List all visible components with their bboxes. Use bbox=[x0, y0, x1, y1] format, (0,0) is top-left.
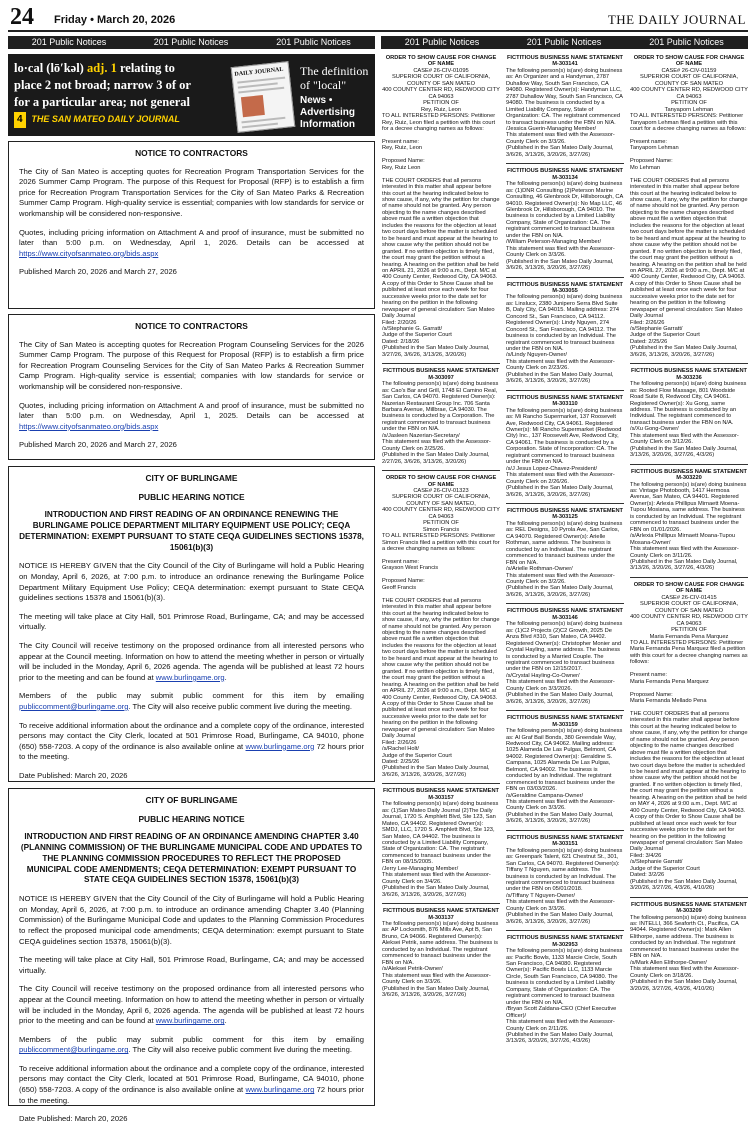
classified-notice bbox=[382, 363, 500, 465]
date-published: Date Published: March 20, 2026 bbox=[19, 1114, 128, 1124]
classified-notice bbox=[506, 163, 624, 271]
notice-title: FICTITIOUS BUSINESS NAME STATEMENT M-303157 bbox=[382, 788, 500, 801]
notice-body: TO ALL INTERESTED PERSONS: Petitioner Simon Francis filed a petition with this court for a decree changing names as follows: Present name: Grayson West Francis Proposed Name: Geoff Francis THE COURT ORDERS that all persons interested in this matter shall appear before this court at the hearing indicated below to show cause, if any, why the petition for change of name should not be granted. Any person objecting to the name changes described above must file a written objection that includes the reasons for the objection at least two court days before the matter is scheduled to be heard and must appear at the hearing to show cause why the petition should not be granted. If no written objection is timely filed, the court may grant the petition without a hearing. A hearing on the petition shall be held on APRIL 27, 2026 at 9:00 a.m., Dept. M/C at 400 County Center, Redwood City, CA 94063. A copy of this Order to Show Cause shall be published at least once each week for four successive weeks prior to the date set for hearing on the petition in the following newspaper of general circulation: San Mateo Daily Journal Filed: 2/26/26 /s/Rachel Holt/ Judge of the Superior Court Dated: 2/25/26 (Published in the San Mateo Daily Journal, 3/6/26, 3/13/26, 3/20/26, 3/27/26) bbox=[382, 533, 500, 778]
promo-tagline: The definition of "local" bbox=[300, 64, 369, 92]
email-link[interactable]: publiccomment@burlingame.org bbox=[19, 1045, 129, 1055]
promo-line1-rest: relating to bbox=[119, 61, 175, 75]
notice-body: The following person(s) is(are) doing business as: (1)San Mateo Daily Journal (2)The Daily Journal, 1720 S. Amphlett Blvd, Ste 123, San Mateo, CA 94402. Registered Owner(s): SMDJ, LLC, 1720 S. Amphlett Blvd, Ste 123, San Mateo, CA 94402. The business is conducted by a Limited Liability Company, State of Organization: CA. The registrant commenced to transact business under the FBN on 08/15/2005. /Jerry Lee-Managing Member/ This statement was filed with the Assessor-County Clerk on 3/4/26. (Published in the San Mateo Daily Journal, 3/6/26, 3/13/26, 3/20/26, 3/27/26) bbox=[382, 801, 499, 898]
classified-notice bbox=[382, 55, 500, 358]
classified-notice bbox=[506, 710, 624, 825]
ordinance-heading: INTRODUCTION AND FIRST READING OF AN ORDINANCE AMENDING CHAPTER 3.40 (PLANNING COMMISSION) OF THE BURLINGAME MUNICIPAL CODE AND UPDATES TO THE PLANNING COMMISSION PROCEDURES TO REFLECT THE PROPOSED MUNICIPAL CODE AMENDMENTS; CEQA DETERMINATION: EXEMPT PURSUANT TO STATE CEQA GUIDELINES SECTION 15378, 15061(b)(3) bbox=[20, 832, 363, 885]
newspaper-image-title: DAILY JOURNAL bbox=[234, 66, 284, 78]
newspaper-image bbox=[231, 61, 296, 133]
notice-body: The following person(s) is(are) doing business as: (1)DNR Consulting (2)Peterson Marine Consulting, 46 Glenbrook Dr, Hillsborough, CA 94010. Registered Owner(s): No Map LLC, 46 Glenbrook Dr, Hillsborough, CA 94010. The business is conducted by a Limited Liability Company, State of Organization: CA. The registrant commenced to transact business under the FBN on N/A. /William Peterson-Managing Member/ This statement was filed with the Assessor-County Clerk on 3/3/26. (Published in the San Mateo Daily Journal, 3/6/26, 3/13/26, 3/20/26, 3/27/26) bbox=[506, 181, 623, 272]
notice-divider bbox=[506, 603, 624, 604]
notice-divider bbox=[382, 363, 500, 364]
classified-notice bbox=[382, 903, 500, 998]
notice-divider bbox=[382, 470, 500, 471]
notice-case-header: CASE# 26-CIV-01159 SUPERIOR COURT OF CALIFORNIA, COUNTY OF SAN MATEO 400 COUNTY CENTER RD, REDWOOD CITY CA 94063 PETITION OF Tanyaporn Lehman bbox=[630, 67, 748, 113]
notice-body: The following person(s) is(are) doing business as: Pacific Bowls, 1133 Marcie Circle, South San Francisco, CA 94080. Registered Owner(s): Pacific Bowls LLC, 1133 Marcie Circle, South San Francisco, CA 94080. The business is conducted by a Limited Liability Company, State of Organization: CA. The registrant commenced to transact business under the FBN on N/A. /Bryan Scott Zaldana-CEO (Chief Executive Officer)/ This statement was filed with the Assessor-County Clerk on 2/11/26. (Published in the San Mateo Daily Journal, 3/13/26, 3/20/26, 3/27/26, 4/3/26) bbox=[506, 948, 623, 1045]
notice-body: The following person(s) is(are) doing business as: An Organizer and a Handyman, 2787 Duhallow Way, South San Francisco, CA 94080. Registered Owner(s): Handyman LLC, 2787 Duhallow Way, South San Francisco, CA 94080. The business is conducted by a Limited Liability Company, State of Organization: CA. The registrant commenced to transact business under the FBN on N/A. /Jessica Guerin-Managing Member/ This statement was filed with the Assessor-County Clerk on 3/3/26. (Published in the San Mateo Daily Journal, 3/6/26, 3/13/26, 3/20/26, 3/27/26) bbox=[506, 67, 623, 158]
notice-body: The following person(s) is(are) doing business as: Cao's Bar and Grill, 1748 El Camino Real, San Carlos, CA 94070. Registered Owner(s): Nazerian Restaurant Group Inc. 706 Santa Barbara Avenue, Millbrae, CA 94030. The business is conducted by a Corporation. The registrant commenced to transact business under the FBN on N/A. /s/Jasleen Nazerian-Secretary/ This statement was filed with the Assessor-County Clerk on 2/25/26. (Published in the San Mateo Daily Journal, 2/27/26, 3/6/26, 3/13/26, 3/20/26) bbox=[382, 381, 499, 465]
notice-to-contractors-2 bbox=[8, 314, 375, 460]
notice-divider bbox=[382, 903, 500, 904]
notice-body: The following person(s) is(are) doing business as: REL Designs, 10 Pyrola Ave, San Carlos, CA 94070. Registered Owner(s): Arielle Rothman, same address. The business is conducted by an Individual. The registrant commenced to transact business under the FBN on N/A. /s/Arielle Rothman-Owner/ This statement was filed with the Assessor-County Clerk on 3/2/26. (Published in the San Mateo Daily Journal, 3/6/26, 3/13/26, 3/20/26, 3/27/26) bbox=[506, 520, 623, 598]
notice-title: FICTITIOUS BUSINESS NAME STATEMENT M-303159 bbox=[506, 715, 624, 728]
promo-definition bbox=[14, 60, 232, 128]
classified-notice bbox=[506, 930, 624, 1045]
burlingame-hearing-notice-2: CITY OF BURLINGAME PUBLIC HEARING NOTICE INTRODUCTION AND FIRST READING OF AN ORDINANCE AMENDING CHAPTER 3.40 (PLANNING COMMISSION) OF THE BURLINGAME MUNICIPAL CODE AND UPDATES TO THE PLANNING COMMISSION PROCEDURES TO REFLECT THE PROPOSED MUNICIPAL CODE AMENDMENTS; CEQA DETERMINATION: EXEMPT PURSUANT TO STATE CEQA GUIDELINES SECTION 15378, 15061(b)(3) NOTICE IS HEREBY GIVEN that the City Council of the City of Burlingame will hold a Public Hearing on Monday, April 6, 2026, at 7:00 p.m. to introduce an ordinance amending Chapter 3.40 (Planning Commission) of the Burlingame Municipal Code and updates to the Planning Commission Procedures to reflect the proposed municipal code amendments; CEQA determination: exempt pursuant to State CEQA guidelines section 15378, 15061(b)(3). The meeting will take place at City Hall, 501 Primrose Road, Burlingame, CA; and may be accessed virtually. The City Council will receive testimony on the proposed ordinance from all interested persons who appear at the Council meeting. Information on how to attend the meeting whether in person or virtually will be included in the Monday, April 6, 2026 agenda. The agenda will be published at least 72 hours prior to the meeting and can be found at www.burlingame.org. Members of the public may submit public comment for this item by emailing publiccomment@burlingame.org. The City will also receive public comment live during the meeting. To receive additional information about the ordinance and a complete copy of the ordinance, interested persons may contact the City Clerk, located at 501 Primrose Road, Burlingame, CA 94010, phone (650) 558-7203. A copy of the ordinance is also available online at www.burlingame.org 72 hours prior to the meeting. Date Published: March 20, 2026 bbox=[8, 788, 375, 1106]
notice-paragraph: Quotes, including pricing information on Attachment A and proof of insurance, must be submitted no later than 5:00 p.m. on Wednesday, April 1, 2025. Details can be accessed at bbox=[19, 400, 364, 421]
promo-pub: THE SAN MATEO DAILY JOURNAL bbox=[31, 114, 180, 124]
section-tab: 201 Public Notices bbox=[404, 37, 480, 47]
notice-divider bbox=[506, 830, 624, 831]
notice-title: ORDER TO SHOW CAUSE FOR CHANGE OF NAME bbox=[633, 55, 745, 68]
notice-title: CITY OF BURLINGAME bbox=[145, 473, 238, 483]
burlingame-hearing-notice-1: CITY OF BURLINGAME PUBLIC HEARING NOTICE INTRODUCTION AND FIRST READING OF AN ORDINANCE RENEWING THE BURLINGAME POLICE DEPARTMENT MILITARY EQUIPMENT USE POLICY; CEQA DETERMINATION: EXEMPT PURSUANT TO STATE CEQA GUIDELINES SECTIONS 15378, 15061(b)(3) NOTICE IS HEREBY GIVEN that the City Council of the City of Burlingame will hold a Public Hearing on Monday, April 6, 2026, at 7:00 p.m. to introduce an ordinance renewing the Burlingame Police Department Military Equipment Use Policy; CEQA determination: exempt pursuant to State CEQA guidelines sections 15378 and 15061(b)(3). The meeting will take place at City Hall, 501 Primrose Road, Burlingame, CA; and may be accessed virtually. The City Council will receive testimony on the proposed ordinance from all interested persons who appear at the Council meeting. Information on how to attend the meeting whether in person or virtually will be included in the Monday, April 6, 2026 agenda. The agenda will be published at least 72 hours prior to the meeting and can be found at www.burlingame.org. Members of the public may submit public comment for this item by emailing publiccomment@burlingame.org. The City will also receive public comment live during the meeting. To receive additional information about the ordinance and a complete copy of the ordinance, interested persons may contact the City Clerk, located at 501 Primrose Road, Burlingame, CA 94010, phone (650) 558-7203. A copy of the ordinance is also available online at www.burlingame.org 72 hours prior to the meeting. Date Published: March 20, 2026 bbox=[8, 466, 375, 782]
website-link[interactable]: www.burlingame.org bbox=[245, 741, 315, 751]
classified-notice bbox=[630, 464, 748, 572]
notice-title: FICTITIOUS BUSINESS NAME STATEMENT M-303209 bbox=[630, 901, 748, 915]
promo-ad bbox=[8, 54, 375, 136]
classified-notice bbox=[506, 55, 624, 158]
notice-body: The following person(s) is(are) doing business as: Vintage Photobooth, 1417 Hermosa Avenue, San Mateo, CA 94401. Registered Owner(s): Arlexia Phillipus Mirnaett Moena-Tupou Mosiana, same address. The business is conducted by an Individual. The registrant commenced to transact business under the FBN on 01/01/2026. /s/Arlexia Phillipus Mirnaett Moana-Tupou Mosana-Owner/ This statement was filed with the Assessor-County Clerk on 3/11/26. (Published in the San Mateo Daily Journal, 3/13/26, 3/20/26, 3/27/26, 4/3/26) bbox=[630, 481, 747, 572]
notice-paragraph: 72 hours prior to the meeting. bbox=[19, 1085, 364, 1105]
notice-body: TO ALL INTERESTED PERSONS: Petitioner Maria Fernanda Pena Marquez filed a petition with this court for a decree changing names as follows: Present name: Maria Fernanda Pena Marquez Proposed Name: Maria Fernanda Mellado Pena THE COURT ORDERS that all persons interested in this matter shall appear before this court at the hearing indicated below to show cause, if any, why the petition for change of name should not be granted. Any person objecting to the name changes described above must file a written objection that includes the reasons for the objection at least two court days before the matter is scheduled to be heard and must appear at the hearing to show cause why the petition should not be granted. If no written objection is timely filed, the court may grant the petition without a hearing. A hearing on the petition shall be held on MAY 4, 2026 at 9:00 a.m., Dept. M/C at 400 County Center, Redwood City, CA 94063. A copy of this Order to Show Cause shall be published at least once each week for four successive weeks prior to the date set for hearing on the petition in the following newspaper of general circulation: San Mateo Daily Journal Filed: 3/4/26 /s/Stephanie Garratt/ Judge of the Superior Court Dated: 3/2/26 (Published in the San Mateo Daily Journal, 3/20/26, 3/27/26, 4/3/26, 4/10/26) bbox=[630, 639, 748, 892]
classified-notice bbox=[630, 577, 748, 892]
notice-title: ORDER TO SHOW CAUSE FOR CHANGE OF NAME bbox=[385, 55, 497, 68]
classified-notice bbox=[506, 503, 624, 598]
notice-divider bbox=[630, 363, 748, 364]
notice-title: FICTITIOUS BUSINESS NAME STATEMENT M-303146 bbox=[506, 608, 624, 621]
notice-paragraph: Members of the public may submit public comment for this item by emailing bbox=[19, 691, 364, 701]
classified-notice bbox=[382, 783, 500, 898]
page-number: 24 bbox=[10, 4, 34, 30]
website-link[interactable]: www.burlingame.org bbox=[155, 672, 225, 682]
notice-divider bbox=[630, 577, 748, 578]
promo-word: lo·cal (lō′kəl) bbox=[14, 61, 84, 75]
notice-body: The following person(s) is(are) doing business as: (1)C2 Projects (2)C2 Growth, 2025 De Anza Blvd #310, San Mateo, CA 94402. Registered Owner(s): Christopher Monier and Crystal Hayling, same address. The business is conducted by a Married Couple. The registrant commenced to transact business under the FBN on 12/15/2017. /s/Crystal Hayling-Co-Owner/ This statement was filed with the Assessor-County Clerk on 3/3/2026. (Published in the San Mateo Daily Journal, 3/6/26, 3/13/26, 3/20/26, 3/27/26) bbox=[506, 621, 623, 705]
notice-paragraph: Members of the public may submit public comment for this item by emailing bbox=[19, 1034, 364, 1044]
notice-paragraph: . The City will also receive public comment live during the meeting. bbox=[128, 1045, 352, 1055]
promo-line2: place 2 not broad; narrow 3 of or bbox=[14, 78, 191, 92]
notice-title: ORDER TO SHOW CAUSE FOR CHANGE OF NAME bbox=[633, 581, 745, 595]
notice-subtitle: PUBLIC HEARING NOTICE bbox=[138, 813, 245, 824]
notice-subtitle: PUBLIC HEARING NOTICE bbox=[138, 491, 245, 502]
classified-notice bbox=[506, 603, 624, 705]
page-date: Friday • March 20, 2026 bbox=[54, 14, 176, 26]
classified-notice bbox=[506, 390, 624, 498]
classified-notice bbox=[506, 277, 624, 385]
notice-title: FICTITIOUS BUSINESS NAME STATEMENT M-303151 bbox=[506, 834, 624, 848]
notice-title: FICTITIOUS BUSINESS NAME STATEMENT M-303110 bbox=[506, 394, 624, 408]
notice-divider bbox=[506, 503, 624, 504]
notice-divider bbox=[382, 783, 500, 784]
notice-paragraph: To receive additional information about the ordinance and a complete copy of the ordinance, interested persons may contact the City Clerk, located at 501 Primrose Road, Burlingame, CA 94010, phone (650) 558-7203. A copy of the ordinance is also available online at bbox=[19, 720, 364, 751]
notice-paragraph: The City Council will receive testimony on the proposed ordinance from all interested persons who appear at the Council meeting. Information on how to attend the meeting whether in person or virtually will be included in the Monday, April 6, 2026 agenda. The agenda will be published at least 72 hours prior to the meeting and can be found at bbox=[19, 984, 364, 1026]
notice-paragraph: NOTICE IS HEREBY GIVEN that the City Council of the City of Burlingame will hold a Public Hearing on Monday, April 6, 2026, at 7:00 p.m. to introduce an ordinance amending Chapter 3.40 (Planning Commission) of the Burlingame Municipal Code and updates to the Planning Commission Procedures to reflect the proposed municipal code amendments; CEQA determination: exempt pursuant to State CEQA guidelines section 15378, 15061(b)(3). bbox=[19, 894, 364, 946]
section-tab: 201 Public Notices bbox=[31, 37, 107, 47]
notice-title: FICTITIOUS BUSINESS NAME STATEMENT M-303236 bbox=[630, 368, 748, 381]
notice-title: FICTITIOUS BUSINESS NAME STATEMENT M-303141 bbox=[506, 55, 624, 68]
section-tabbar-right bbox=[381, 36, 748, 49]
notice-title: NOTICE TO CONTRACTORS bbox=[135, 321, 248, 331]
notice-case-header: CASE# 26-CIV-01323 SUPERIOR COURT OF CALIFORNIA, COUNTY OF SAN MATEO, 400 COUNTY CENTER RD, REDWOOD CITY CA 94063 PETITION OF Simon Francis bbox=[382, 488, 500, 533]
classified-notice bbox=[630, 897, 748, 992]
notice-body: The following person(s) is(are) doing business as: Linslucx, 2380 Junipero Serra Blvd Suite B, Daly City, CA 94015. Mailing address: 274 Concord St., San Francisco, CA 94112. Registered Owner(s): Lindy Nguyen, 274 Concord St., San Francisco, CA 94112. The business is conducted by an Individual. The registrant commenced to transact business under the FBN on N/A. /s/Lindy Nguyen-Owner/ This statement was filed with the Assessor-County Clerk on 2/23/26. (Published in the San Mateo Daily Journal, 3/6/26, 3/13/26, 3/20/26, 3/27/26) bbox=[506, 294, 623, 385]
notice-title: FICTITIOUS BUSINESS NAME STATEMENT M-303220 bbox=[630, 468, 748, 482]
notice-body: The following person(s) is(are) doing business as: Greenpark Talent, 621 Chestnut St., 301, San Carlos, CA 94070. Registered Owner(s): Tiffany T Nguyen, same address. The business is conducted by an Individual. The registrant commenced to transact business under the FBN on 05/01/2018. /s/Tiffany T Nguyen-Owner/ This statement was filed with the Assessor-County Clerk on 3/3/26. (Published in the San Mateo Daily Journal, 3/6/26, 3/13/26, 3/20/26, 3/27/26) bbox=[506, 847, 623, 925]
promo-services: News • Advertising Information bbox=[300, 95, 356, 130]
published-dates: Published March 20, 2026 and March 27, 2026 bbox=[19, 440, 177, 450]
notice-paragraph: The meeting will take place at City Hall, 501 Primrose Road, Burlingame, CA; and may be accessed virtually. bbox=[19, 611, 364, 632]
promo-line3: for a particular area; not general bbox=[14, 95, 191, 109]
notice-paragraph: The City of San Mateo is accepting quotes for Recreation Program Counseling Services for the 2026 Summer Camp Program. The purpose of this Request for Proposal (RFP) is to establish a firm price for Recreation Program Counseling Services for the City of San Mateo Parks & Recreation Summer Camp Program. High-quality service is essential; companies with low standards for service or workmanship will be considered non-responsive. bbox=[19, 339, 364, 391]
notice-body: The following person(s) is(are) doing business as: Al Graf Bail Bonds, 380 Greendale Way, Redwood City, CA 94062. Mailing address: 1025 Alameda De Las Pulgas, Belmont, CA 94002. Registered Owner(s): Geraldine S. Campana, 1025 Alameda De Las Pulgas, Belmont, CA 94002. The business is conducted by an Individual. The registrant commenced to transact business under the FBN on 03/03/2026. /s/Geraldine Campana-Owner/ This statement was filed with the Assessor-County Clerk on 3/3/26. (Published in the San Mateo Daily Journal, 3/6/26, 3/13/26, 3/20/26, 3/27/26) bbox=[506, 728, 623, 825]
notice-title: ORDER TO SHOW CAUSE FOR CHANGE OF NAME bbox=[385, 475, 497, 488]
notice-body: The following person(s) is(are) doing business as: Rooted Flow Massage, 801 Woodside Road Suite 8, Redwood City, CA 94061. Registered Owner(s): Xu Gong, same address. The business is conducted by an Individual. The registrant commenced to transact business under the FBN on N/A. /s/Xu Gong-Owner/ This statement was filed with the Assessor-County Clerk on 3/12/26. (Published in the San Mateo Daily Journal, 3/13/26, 3/20/26, 3/27/26, 4/3/26) bbox=[630, 381, 747, 459]
section-tab: 201 Public Notices bbox=[153, 37, 229, 47]
section-tabbar-left bbox=[8, 36, 375, 49]
notice-title: FICTITIOUS BUSINESS NAME STATEMENT M-303097 bbox=[382, 368, 500, 381]
masthead bbox=[8, 4, 748, 32]
email-link[interactable]: publiccomment@burlingame.org bbox=[19, 701, 129, 711]
classified-notice bbox=[382, 470, 500, 778]
notices-column-1 bbox=[382, 55, 500, 1105]
promo-num: 4 bbox=[14, 112, 26, 128]
notice-case-header: CASE# 26-CIV-01095 SUPERIOR COURT OF CALIFORNIA, COUNTY OF SAN MATEO 400 COUNTY CENTER RD, REDWOOD CITY CA 94063 PETITION OF Rey, Ruiz, Leon bbox=[382, 67, 500, 113]
notice-title: FICTITIOUS BUSINESS NAME STATEMENT M-303134 bbox=[506, 168, 624, 181]
date-published: Date Published: March 20, 2026 bbox=[19, 770, 128, 780]
notices-column-2 bbox=[506, 55, 624, 1105]
notice-paragraph: The City of San Mateo is accepting quotes for Recreation Program Transportation Services for the 2026 Summer Camp Program. The purpose of this Request for Proposal (RFP) is to establish a firm price for Recreation Program Transportation Services for the City of San Mateo Parks & Recreation Summer Camp Program. High-quality service is essential; companies with low standards for service or workmanship will be considered non-responsive. bbox=[19, 166, 364, 218]
website-link[interactable]: www.burlingame.org bbox=[245, 1085, 315, 1095]
notice-title: FICTITIOUS BUSINESS NAME STATEMENT M-302953 bbox=[506, 935, 624, 948]
notice-divider bbox=[506, 390, 624, 391]
notice-title: NOTICE TO CONTRACTORS bbox=[135, 148, 248, 158]
notice-paragraph: . The City will also receive public comment live during the meeting. bbox=[128, 701, 352, 711]
notice-body: The following person(s) is(are) doing business as: AP Locksmith, 876 Mills Ave, Apt B, San Bruno, CA 94066. Registered Owner(s): Aleksei Petrik, same address. The business is conducted by an Individual. The registrant commenced to transact business under the FBN on N/A. /s/Aleksei Petrik-Owner/ This statement was filed with the Assessor-County Clerk on 3/3/26. (Published in the San Mateo Daily Journal, 3/6/26, 3/13/26, 3/20/26, 3/27/26) bbox=[382, 921, 499, 998]
notice-body: TO ALL INTERESTED PERSONS: Petitioner Tanyaporn Lehman filed a petition with this court for a decree changing names as follows: Present name: Tanyaporn Lehman Proposed Name: Mo Lehman THE COURT ORDERS that all persons interested in this matter shall appear before this court at the hearing indicated below to show cause, if any, why the petition for change of name should not be granted. Any person objecting to the name changes described above must file a written objection that includes the reasons for the objection at least two court days before the matter is scheduled to be heard and must appear at the hearing to show cause why the petition should not be granted. If no written objection is timely filed, the court may grant the petition without a hearing. A hearing on the petition shall be held on APRIL 27, 2026 at 9:00 a.m., Dept. M/C at 400 County Center, Redwood City, CA 94063. A copy of this Order to Show Cause shall be published at least once each week for four successive weeks prior to the date set for hearing on the petition in the following newspaper of general circulation: San Mateo Daily Journal Filed: 2/26/26 /s/Stephanie Garratt/ Judge of the Superior Court Dated: 2/25/26 (Published in the San Mateo Daily Journal, 3/6/26, 3/13/26, 3/20/26, 3/27/26) bbox=[630, 113, 748, 358]
notice-title: FICTITIOUS BUSINESS NAME STATEMENT M-303055 bbox=[506, 281, 624, 294]
bids-link[interactable]: https://www.cityofsanmateo.org/bids.aspx bbox=[19, 421, 159, 431]
section-tab: 201 Public Notices bbox=[276, 37, 351, 47]
published-dates: Published March 20, 2026 and March 27, 2026 bbox=[19, 267, 177, 277]
notice-divider bbox=[630, 464, 748, 465]
notice-divider bbox=[630, 897, 748, 898]
notice-divider bbox=[506, 710, 624, 711]
notice-title: CITY OF BURLINGAME bbox=[145, 795, 238, 805]
notice-divider bbox=[506, 163, 624, 164]
notice-divider bbox=[506, 277, 624, 278]
notice-paragraph: The meeting will take place at City Hall, 501 Primrose Road, Burlingame, CA; and may be accessed virtually. bbox=[19, 955, 364, 975]
notice-paragraph: Quotes, including pricing information on Attachment A and proof of insurance, must be submitted no later than 5:00 p.m. on Wednesday, April 1, 2026. Details can be accessed at bbox=[19, 227, 364, 248]
notice-body: The following person(s) is(are) doing business as: Mi Rancho Supermarket, 137 Roosevelt Ave, Redwood City, CA 94061. Registered Owner(s): Mi Rancho Supermarket (Redwood City) Inc., 137 Roosevelt Ave, Redwood City, CA 94061. The business is conducted by a Corporation. State of Incorporation: CA. The registrant commenced to transact business under the FBN on N/A. /s/J Jesus Lopez-Chavez-President/ This statement was filed with the Assessor-County Clerk on 2/26/26. (Published in the San Mateo Daily Journal, 3/6/26, 3/13/26, 3/20/26, 3/27/26) bbox=[506, 407, 623, 498]
classified-notice bbox=[506, 830, 624, 925]
ordinance-heading: INTRODUCTION AND FIRST READING OF AN ORDINANCE RENEWING THE BURLINGAME POLICE DEPARTMENT MILITARY EQUIPMENT USE POLICY; CEQA DETERMINATION: EXEMPT PURSUANT TO STATE CEQA GUIDELINES SECTIONS 15378, 15061(b)(3) bbox=[19, 510, 364, 552]
section-tab: 201 Public Notices bbox=[649, 37, 724, 47]
notice-divider bbox=[506, 930, 624, 931]
notice-to-contractors-1 bbox=[8, 141, 375, 309]
website-link[interactable]: www.burlingame.org bbox=[155, 1016, 225, 1026]
notice-body: TO ALL INTERESTED PERSONS: Petitioner Rey, Ruiz, Leon filed a petition with this court for a decree changing names as follows: Present name: Rey, Ruiz, Leon Proposed Name: Rey, Ruiz Leon THE COURT ORDERS that all persons interested in this matter shall appear before this court at the hearing indicated below to show cause, if any, why the petition for change of name should not be granted. Any person objecting to the name changes described above must file a written objection that includes the reasons for the objection at least two court days before the matter is scheduled to be heard and must appear at the hearing to show cause why the petition should not be granted. If no written objection is timely filed, the court may grant the petition without a hearing. A hearing on the petition shall be held on APRIL 21, 2026 at 9:00 a.m., Dept. M/C at 400 County Center, Redwood City, CA 94063. A copy of this Order to Show Cause shall be published at least once each week for four successive weeks prior to the date set for hearing on the petition in the following newspaper of general circulation: San Mateo Daily Journal Filed: 2/20/26 /s/Stephanie G. Garratt/ Judge of the Superior Court Dated: 2/18/26 (Published in the San Mateo Daily Journal, 3/27/26, 3/6/26, 3/13/26, 3/20/26) bbox=[382, 113, 500, 358]
notice-title: FICTITIOUS BUSINESS NAME STATEMENT M-303125 bbox=[506, 508, 624, 521]
notice-paragraph: The City Council will receive testimony on the proposed ordinance from all interested persons who appear at the Council meeting. Information on how to attend the meeting whether in person or virtually will be included in the Monday, April 6, 2026 agenda. The agenda will be published at least 72 hours prior to the meeting and can be found at bbox=[19, 640, 364, 682]
paper-name: THE DAILY JOURNAL bbox=[607, 12, 746, 27]
notice-paragraph: NOTICE IS HEREBY GIVEN that the City Council of the City of Burlingame will hold a Public Hearing on Monday, April 6, 2026, at 7:00 p.m. to introduce an ordinance renewing the Burlingame Police Department Military Equipment Use Policy; CEQA determination: exempt pursuant to State CEQA guidelines sections 15378 and 15061(b)(3). bbox=[19, 561, 364, 603]
notice-title: FICTITIOUS BUSINESS NAME STATEMENT M-303137 bbox=[382, 908, 500, 921]
classified-notice bbox=[630, 363, 748, 458]
classified-notice bbox=[630, 55, 748, 358]
notice-body: The following person(s) is(are) doing business as: INTELLI, 366 Seaforth Ct., Pacifica, CA 94044. Registered Owner(s): Mark Allen Elithorpe, same address. The business is conducted by an Individual. The registrant commenced to transact business under the FBN on N/A. /s/Mark Allen Elithorpe-Owner/ This statement was filed with the Assessor-County Clerk on 3/18/26. (Published in the San Mateo Daily Journal, 3/20/26, 3/27/26, 4/3/26, 4/10/26) bbox=[630, 914, 747, 992]
notice-paragraph: To receive additional information about the ordinance and a complete copy of the ordinance, interested persons may contact the City Clerk, located at 501 Primrose Road, Burlingame, CA 94010, phone (650) 558-7203. A copy of the ordinance is also available online at bbox=[19, 1063, 364, 1095]
bids-link[interactable]: https://www.cityofsanmateo.org/bids.aspx bbox=[19, 248, 159, 258]
notice-case-header: CASE# 26-CIV-01415 SUPERIOR COURT OF CALIFORNIA, COUNTY OF SAN MATEO 400 COUNTY CENTER RD, REDWOOD CITY CA 94063 PETITION OF Maria Fernanda Pena Marquez bbox=[630, 594, 748, 640]
notice-paragraph: 72 hours prior to the meeting. bbox=[19, 741, 364, 762]
newspaper-photo bbox=[241, 95, 265, 117]
section-tab: 201 Public Notices bbox=[526, 37, 602, 47]
promo-adj: adj. 1 bbox=[86, 61, 117, 75]
notices-column-3 bbox=[630, 55, 748, 1105]
